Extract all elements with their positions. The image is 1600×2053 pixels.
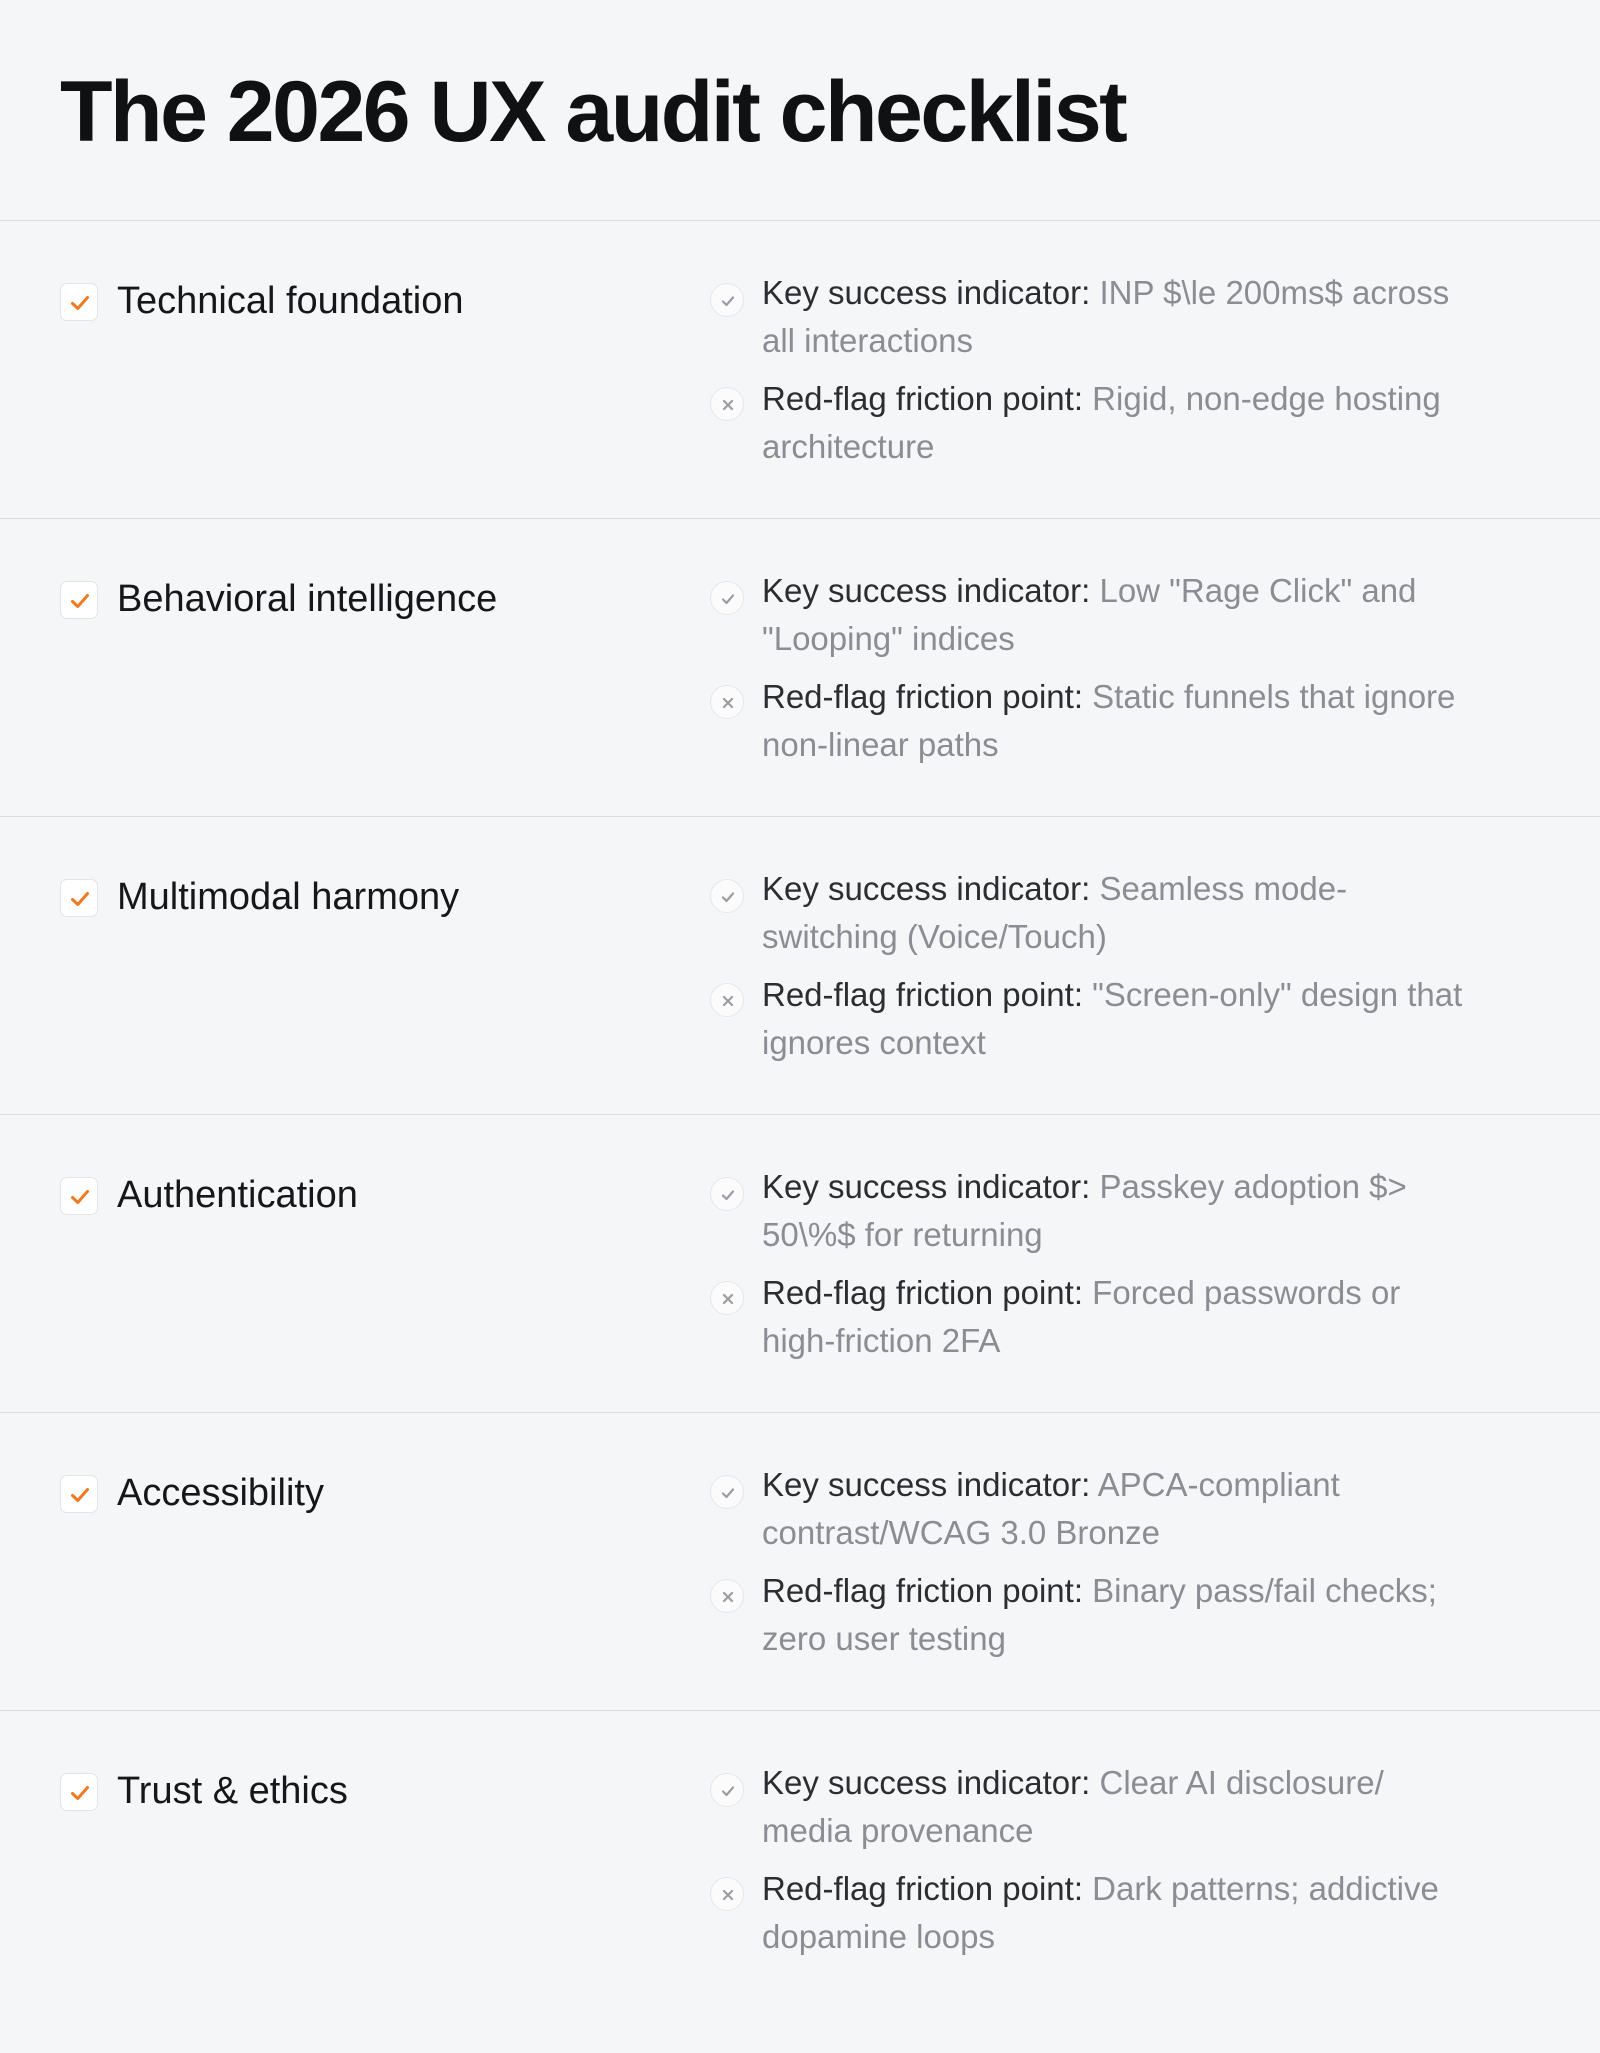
checkbox-checked-icon[interactable]	[60, 1475, 98, 1513]
success-indicator	[762, 269, 1482, 365]
check-circle-icon	[710, 1773, 744, 1807]
success-indicator-text: INP $\le 200ms$ across all interactions	[762, 274, 1450, 359]
success-indicator-label: Key success indicator:	[762, 870, 1091, 907]
category-label: Trust & ethics	[117, 1770, 348, 1812]
red-flag-text: Forced passwords or high-friction 2FA	[762, 1274, 1401, 1359]
check-circle-icon	[710, 879, 744, 913]
success-indicator	[762, 567, 1482, 663]
category-label: Technical foundation	[117, 280, 464, 322]
checklist	[0, 220, 1600, 2008]
red-flag-label: Red-flag friction point:	[762, 1274, 1083, 1311]
checkbox-checked-icon[interactable]	[60, 879, 98, 917]
success-indicator-label: Key success indicator:	[762, 1168, 1091, 1205]
x-circle-icon	[710, 1877, 744, 1911]
red-flag-label: Red-flag friction point:	[762, 1572, 1083, 1609]
success-indicator	[762, 1759, 1482, 1855]
checklist-row	[0, 1114, 1600, 1412]
category-label: Multimodal harmony	[117, 876, 460, 918]
checklist-row	[0, 220, 1600, 518]
checklist-row	[0, 1412, 1600, 1710]
success-indicator-text: Clear AI disclosure/ media provenance	[762, 1764, 1384, 1849]
page-title: The 2026 UX audit checklist	[60, 64, 1126, 160]
check-circle-icon	[710, 581, 744, 615]
red-flag-text: Rigid, non-edge hosting architecture	[762, 380, 1441, 465]
success-indicator	[762, 1163, 1482, 1259]
red-flag-text: Dark patterns; addictive dopamine loops	[762, 1870, 1439, 1955]
success-indicator-text: APCA-compliant contrast/WCAG 3.0 Bronze	[762, 1466, 1340, 1551]
red-flag-point	[762, 673, 1482, 769]
checkbox-checked-icon[interactable]	[60, 283, 98, 321]
success-indicator	[762, 1461, 1482, 1557]
category-label: Accessibility	[117, 1472, 324, 1514]
x-circle-icon	[710, 387, 744, 421]
red-flag-label: Red-flag friction point:	[762, 380, 1083, 417]
success-indicator	[762, 865, 1482, 961]
check-circle-icon	[710, 283, 744, 317]
x-circle-icon	[710, 685, 744, 719]
checkbox-checked-icon[interactable]	[60, 1773, 98, 1811]
checklist-row	[0, 816, 1600, 1114]
checkbox-checked-icon[interactable]	[60, 1177, 98, 1215]
red-flag-text: Static funnels that ignore non-linear paths	[762, 678, 1456, 763]
x-circle-icon	[710, 1281, 744, 1315]
check-circle-icon	[710, 1177, 744, 1211]
success-indicator-label: Key success indicator:	[762, 1466, 1091, 1503]
checklist-row	[0, 1710, 1600, 2008]
check-circle-icon	[710, 1475, 744, 1509]
checklist-row	[0, 518, 1600, 816]
success-indicator-label: Key success indicator:	[762, 1764, 1091, 1801]
success-indicator-text: Passkey adoption $> 50\%$ for returning	[762, 1168, 1407, 1253]
red-flag-label: Red-flag friction point:	[762, 678, 1083, 715]
red-flag-label: Red-flag friction point:	[762, 976, 1083, 1013]
x-circle-icon	[710, 983, 744, 1017]
success-indicator-text: Low "Rage Click" and "Looping" indices	[762, 572, 1417, 657]
checkbox-checked-icon[interactable]	[60, 581, 98, 619]
red-flag-text: "Screen-only" design that ignores context	[762, 976, 1463, 1061]
success-indicator-label: Key success indicator:	[762, 274, 1091, 311]
red-flag-point	[762, 971, 1482, 1067]
red-flag-point	[762, 1865, 1482, 1961]
x-circle-icon	[710, 1579, 744, 1613]
red-flag-point	[762, 375, 1482, 471]
red-flag-point	[762, 1269, 1482, 1365]
red-flag-label: Red-flag friction point:	[762, 1870, 1083, 1907]
success-indicator-text: Seamless mode-switching (Voice/Touch)	[762, 870, 1348, 955]
red-flag-text: Binary pass/fail checks; zero user testing	[762, 1572, 1437, 1657]
success-indicator-label: Key success indicator:	[762, 572, 1091, 609]
category-label: Behavioral intelligence	[117, 578, 498, 620]
red-flag-point	[762, 1567, 1482, 1663]
category-label: Authentication	[117, 1174, 358, 1216]
